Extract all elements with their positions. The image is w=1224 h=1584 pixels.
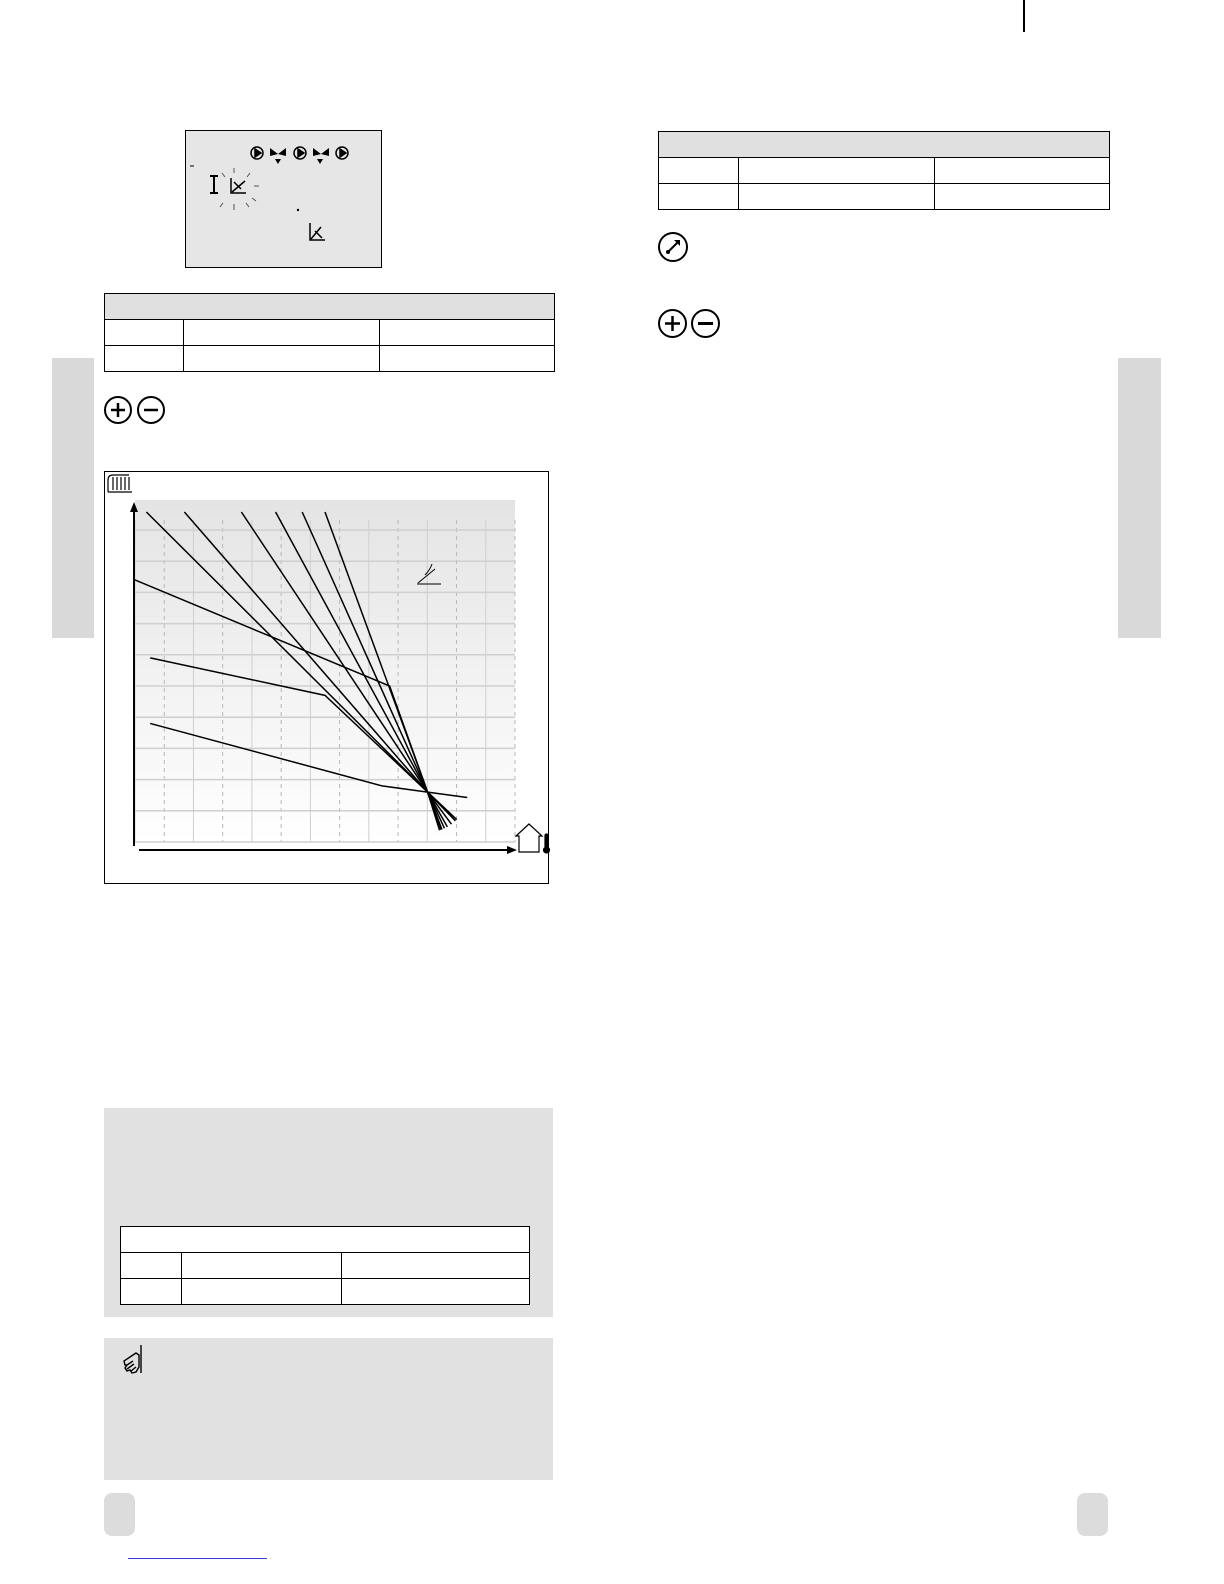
blink-rays xyxy=(220,168,259,210)
left-side-tab xyxy=(52,358,94,638)
roman-one-icon xyxy=(210,176,218,193)
house-thermometer-icon xyxy=(516,824,550,853)
plus-icon xyxy=(660,311,685,336)
slope-icon xyxy=(310,223,325,240)
settings-table-3 xyxy=(120,1226,530,1305)
table-row xyxy=(105,320,555,346)
right-page-number xyxy=(1077,1493,1108,1536)
radiator-icon xyxy=(108,475,132,492)
table-row xyxy=(121,1253,530,1279)
crop-mark xyxy=(1023,0,1025,32)
settings-table-1 xyxy=(104,293,555,372)
table-row xyxy=(105,346,555,372)
note-panel xyxy=(104,1338,553,1480)
table-header xyxy=(121,1227,530,1253)
table-row xyxy=(659,158,1110,184)
valve-icon xyxy=(313,148,329,164)
minus-button[interactable] xyxy=(691,309,720,338)
heating-curve-chart xyxy=(104,471,549,884)
chart-svg xyxy=(105,472,550,885)
play-icon xyxy=(294,147,306,159)
play-icon xyxy=(251,147,263,159)
left-page-number xyxy=(104,1493,135,1536)
table-header xyxy=(105,294,555,320)
slope-icon xyxy=(231,178,246,193)
play-icon xyxy=(336,147,348,159)
plus-icon xyxy=(106,398,130,422)
lcd-icons xyxy=(186,131,381,267)
minus-icon xyxy=(693,311,718,336)
right-side-tab xyxy=(1118,358,1161,638)
plus-button[interactable] xyxy=(658,309,687,338)
navigate-dial-button[interactable] xyxy=(658,232,688,262)
settings-table-2 xyxy=(658,131,1110,210)
plus-button[interactable] xyxy=(104,396,132,424)
table-header xyxy=(659,132,1110,158)
table-row xyxy=(659,184,1110,210)
minus-icon xyxy=(139,398,163,422)
navigate-dial-icon xyxy=(660,234,686,260)
footer-link-underline[interactable] xyxy=(128,1558,267,1559)
chart-background xyxy=(135,500,515,842)
table-row xyxy=(121,1279,530,1305)
pointing-hand-icon xyxy=(121,1343,147,1377)
x-axis xyxy=(139,846,517,854)
lcd-display xyxy=(185,130,382,268)
minus-button[interactable] xyxy=(137,396,165,424)
valve-icon xyxy=(270,148,286,164)
